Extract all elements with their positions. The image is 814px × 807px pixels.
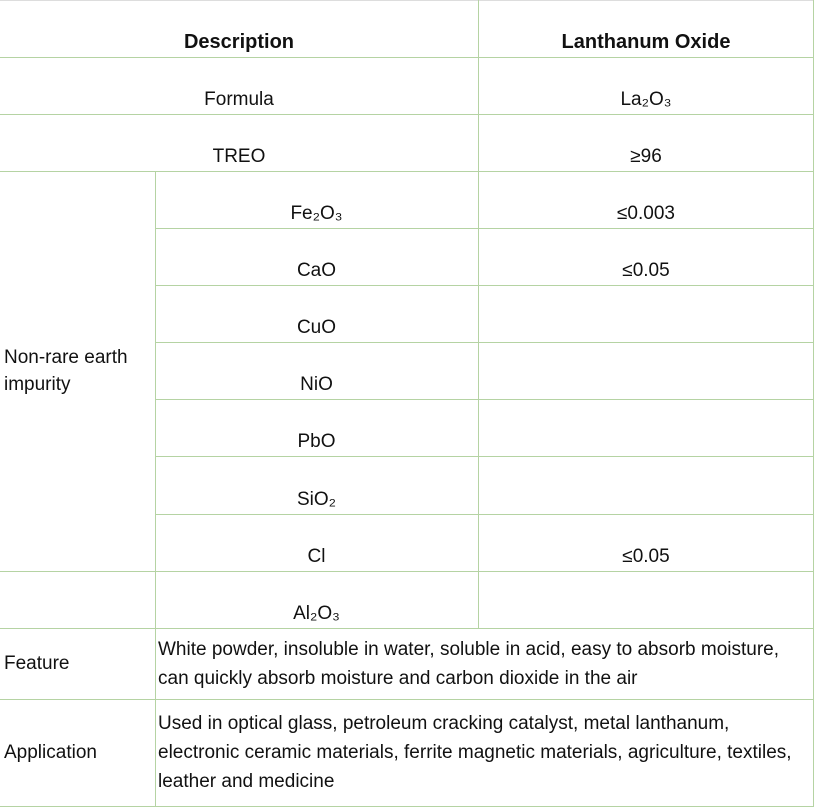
impurity-name: PbO	[155, 399, 479, 457]
impurity-value	[479, 342, 814, 400]
impurity-name: CaO	[155, 228, 479, 286]
feature-text: White powder, insoluble in water, soluble in acid, easy to absorb moisture, can quickly absorb moisture and carbon dioxide in the air	[155, 628, 814, 700]
impurity-value	[479, 571, 814, 629]
impurity-name: Fe₂O₃	[155, 171, 479, 229]
application-label: Application	[0, 699, 156, 807]
formula-label: Formula	[0, 57, 479, 115]
impurity-value: ≤0.05	[479, 228, 814, 286]
formula-value: La₂O₃	[479, 57, 814, 115]
treo-value: ≥96	[479, 114, 814, 172]
impurity-value	[479, 457, 814, 515]
impurity-value	[479, 399, 814, 457]
impurity-name: Al₂O₃	[155, 571, 479, 629]
header-description: Description	[0, 0, 479, 58]
application-text: Used in optical glass, petroleum cracking catalyst, metal lanthanum, electronic ceramic materials, ferrite magnetic materials, agriculture, textiles, leather and medicine	[155, 699, 814, 807]
impurity-name: SiO₂	[155, 457, 479, 515]
impurity-name: CuO	[155, 285, 479, 343]
impurity-name: Cl	[155, 514, 479, 572]
impurity-name: NiO	[155, 342, 479, 400]
impurity-value: ≤0.05	[479, 514, 814, 572]
feature-label: Feature	[0, 628, 156, 700]
impurity-value	[479, 285, 814, 343]
header-product: Lanthanum Oxide	[479, 0, 814, 58]
empty-cell	[0, 571, 156, 629]
impurity-group-label: Non-rare earth impurity	[0, 171, 156, 572]
impurity-value: ≤0.003	[479, 171, 814, 229]
treo-label: TREO	[0, 114, 479, 172]
